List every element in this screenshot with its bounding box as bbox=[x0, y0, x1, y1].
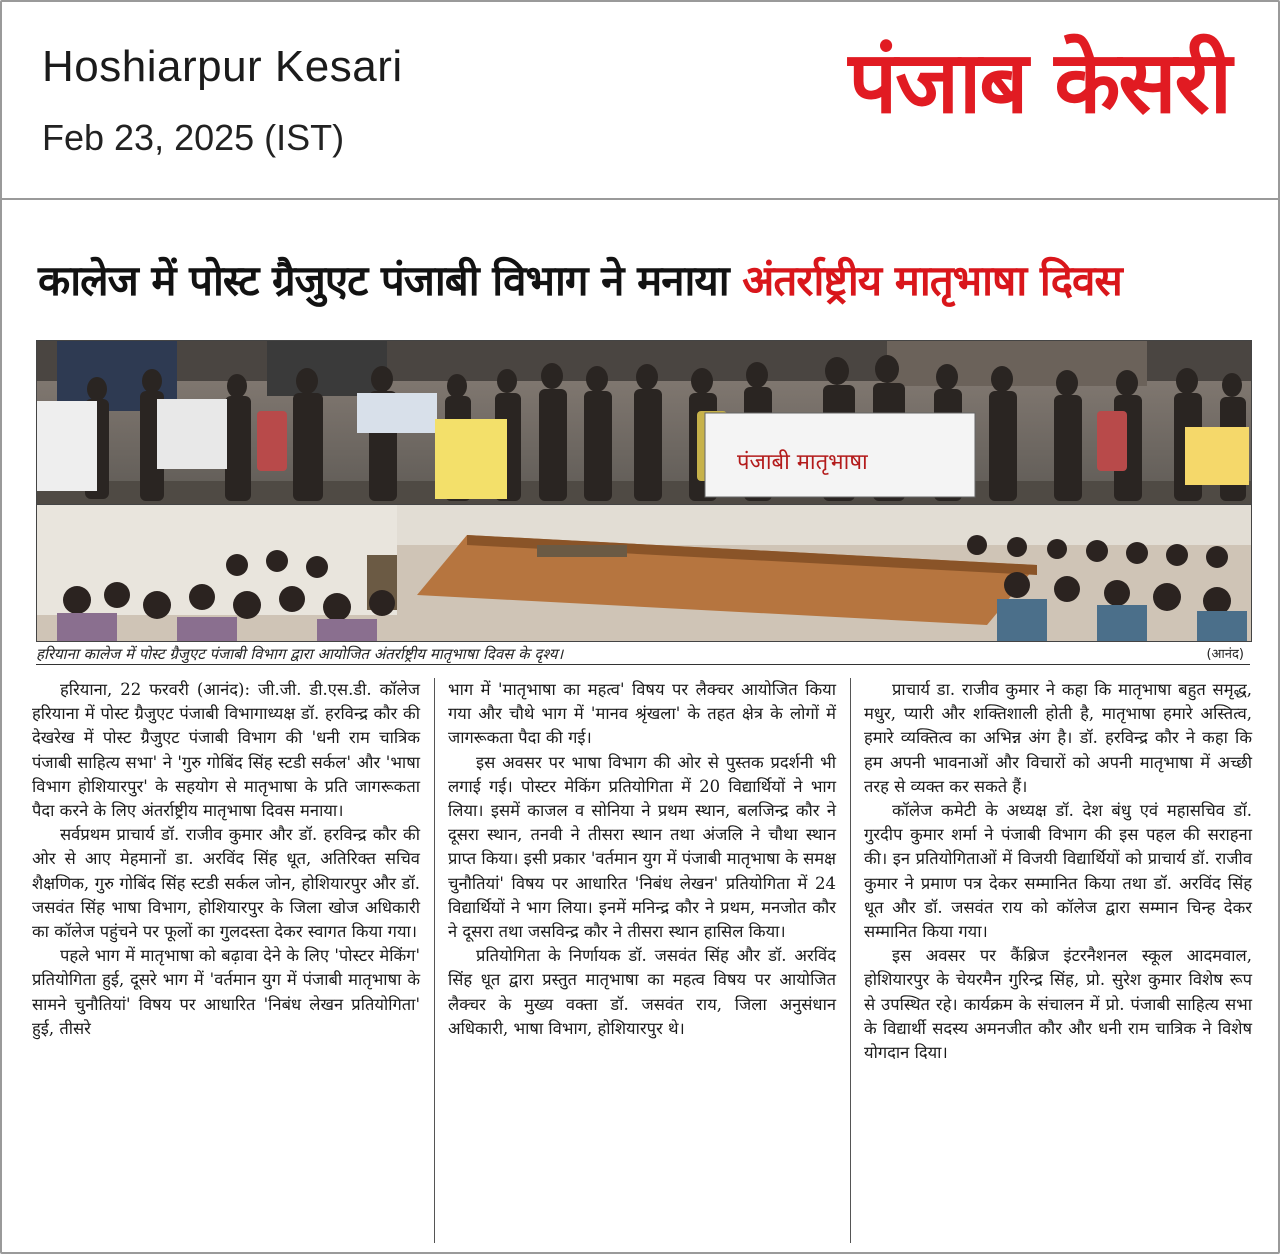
publication-date: Feb 23, 2025 (IST) bbox=[42, 117, 345, 158]
article-paragraph: प्रतियोगिता के निर्णायक डॉ. जसवंत सिंह और डॉ. अरविंद सिंह धूत द्वारा प्रस्तुत मातृभाषा का महत्व विषय पर आयोजित लैक्चर के मुख्य वक्ता डॉ. जसवंत राय, जिला अनुसंधान अधिकारी, भाषा विभाग, होशियारपुर थे। bbox=[448, 946, 836, 1038]
article-paragraph: हरियाना, 22 फरवरी (आनंद): जी.जी. डी.एस.डी. कॉलेज हरियाना में पोस्ट ग्रैजुएट पंजाबी विभागाध्यक्ष डॉ. हरविन्द्र कौर की देखरेख में पोस्ट ग्रैजुएट पंजाबी विभाग की 'धनी राम चात्रिक पंजाबी साहित्य सभा' ने 'गुरु गोबिंद सिंह स्टडी सर्कल' और 'भाषा विभाग होशियारपुर' के सहयोग से मातृभाषा के प्रति जागरूकता पैदा करने के लिए अंतर्राष्ट्रीय मातृभाषा दिवस मनाया। bbox=[32, 680, 420, 821]
auditorium-photo bbox=[36, 504, 1252, 642]
photo-caption bbox=[36, 642, 1250, 665]
article-paragraph: इस अवसर पर भाषा विभाग की ओर से पुस्तक प्रदर्शनी भी लगाई गई। पोस्टर मेकिंग प्रतियोगिता में 20 विद्यार्थियों ने भाग लिया। इसमें काजल व सोनिया ने प्रथम स्थान, बलजिन्द्र कौर ने दूसरा स्थान, तनवी ने तीसरा स्थान तथा अंजलि ने चौथा स्थान प्राप्त किया। इसी प्रकार 'वर्तमान युग में पंजाबी मातृभाषा के समक्ष चुनौतियां' विषय पर आधारित 'निबंध लेखन' प्रतियोगिता में 24 विद्यार्थियों ने भाग लिया। इनमें मनिन्द्र कौर ने प्रथम, मनजोत कौर ने दूसरा तथा जसविन्द्र कौर ने तीसरा स्थान हासिल किया। bbox=[448, 752, 836, 942]
article-paragraph: प्राचार्य डा. राजीव कुमार ने कहा कि मातृभाषा बहुत समृद्ध, मधुर, प्यारी और शक्तिशाली होती है, मातृभाषा हमारे अस्तित्व, हमारे व्यक्तित्व का अभिन्न अंग है। डॉ. हरविन्द्र कौर ने कहा कि हम अपनी भावनाओं और विचारों को अपनी मातृभाषा में अच्छी तरह से व्यक्त कर सकते हैं। bbox=[864, 680, 1252, 796]
group-photo-image bbox=[37, 341, 1251, 505]
newspaper-masthead: पंजाब केसरी bbox=[848, 33, 1230, 133]
article-paragraph: भाग में 'मातृभाषा का महत्व' विषय पर लैक्चर आयोजित किया गया और चौथे भाग में 'मानव श्रृंखला' के तहत क्षेत्र के लोगों में जागरूकता पैदा की गई। bbox=[448, 680, 836, 748]
edition-name: Hoshiarpur Kesari bbox=[42, 42, 403, 91]
headline-main: कालेज में पोस्ट ग्रैजुएट पंजाबी विभाग ने मनाया bbox=[38, 256, 729, 305]
clipping-header bbox=[2, 2, 1278, 200]
column-divider bbox=[850, 678, 851, 1243]
auditorium-photo-image bbox=[37, 505, 1251, 641]
photo-credit: (आनंद) bbox=[1206, 647, 1244, 662]
article-paragraph: कॉलेज कमेटी के अध्यक्ष डॉ. देश बंधु एवं महासचिव डॉ. गुरदीप कुमार शर्मा ने पंजाबी विभाग की इस पहल की सराहना की। इन प्रतियोगिताओं में विजयी विद्यार्थियों को प्राचार्य डॉ. राजीव कुमार ने प्रमाण पत्र देकर सम्मानित किया तथा डॉ. अरविंद सिंह धूत और डॉ. जसवंत राय को कॉलेज द्वारा सम्मान चिन्ह देकर सम्मानित किया गया। bbox=[864, 801, 1252, 942]
article-column-3 bbox=[864, 678, 1252, 1065]
banner-text: पंजाबी मातृभाषा bbox=[737, 450, 868, 475]
group-photo bbox=[36, 340, 1252, 506]
article-column-1 bbox=[32, 678, 420, 1041]
article-column-2 bbox=[448, 678, 836, 1041]
column-divider bbox=[434, 678, 435, 1243]
article-headline bbox=[38, 258, 1248, 304]
news-clipping bbox=[2, 200, 1278, 1252]
headline-highlight: अंतर्राष्ट्रीय मातृभाषा दिवस bbox=[742, 256, 1122, 305]
article-paragraph: पहले भाग में मातृभाषा को बढ़ावा देने के लिए 'पोस्टर मेकिंग' प्रतियोगिता हुई, दूसरे भाग में 'वर्तमान युग में पंजाबी मातृभाषा के सामने चुनौतियां' विषय पर आधारित 'निबंध लेखन प्रतियोगिता' हुई, तीसरे bbox=[32, 946, 420, 1038]
article-paragraph: इस अवसर पर कैंब्रिज इंटरनैशनल स्कूल आदमवाल, होशियारपुर के चेयरमैन गुरिन्द्र सिंह, प्रो. सुरेश कुमार विशेष रूप से उपस्थित रहे। कार्यक्रम के संचालन में प्रो. पंजाबी साहित्य सभा के विद्यार्थी सदस्य अमनजीत कौर और धनी राम चात्रिक ने विशेष योगदान दिया। bbox=[864, 946, 1252, 1063]
caption-text: हरियाना कालेज में पोस्ट ग्रैजुएट पंजाबी विभाग द्वारा आयोजित अंतर्राष्ट्रीय मातृभाषा दिवस के दृश्य। bbox=[36, 645, 564, 663]
article-paragraph: सर्वप्रथम प्राचार्य डॉ. राजीव कुमार और डॉ. हरविन्द्र कौर की ओर से आए मेहमानों डा. अरविंद सिंह धूत, अतिरिक्त सचिव शैक्षणिक, गुरु गोबिंद सिंह स्टडी सर्कल जोन, होशियारपुर और डॉ. जसवंत सिंह भाषा विभाग, होशियारपुर के जिला खोज अधिकारी का कॉलेज पहुंचने पर फूलों का गुलदस्ता देकर स्वागत किया गया। bbox=[32, 825, 420, 942]
